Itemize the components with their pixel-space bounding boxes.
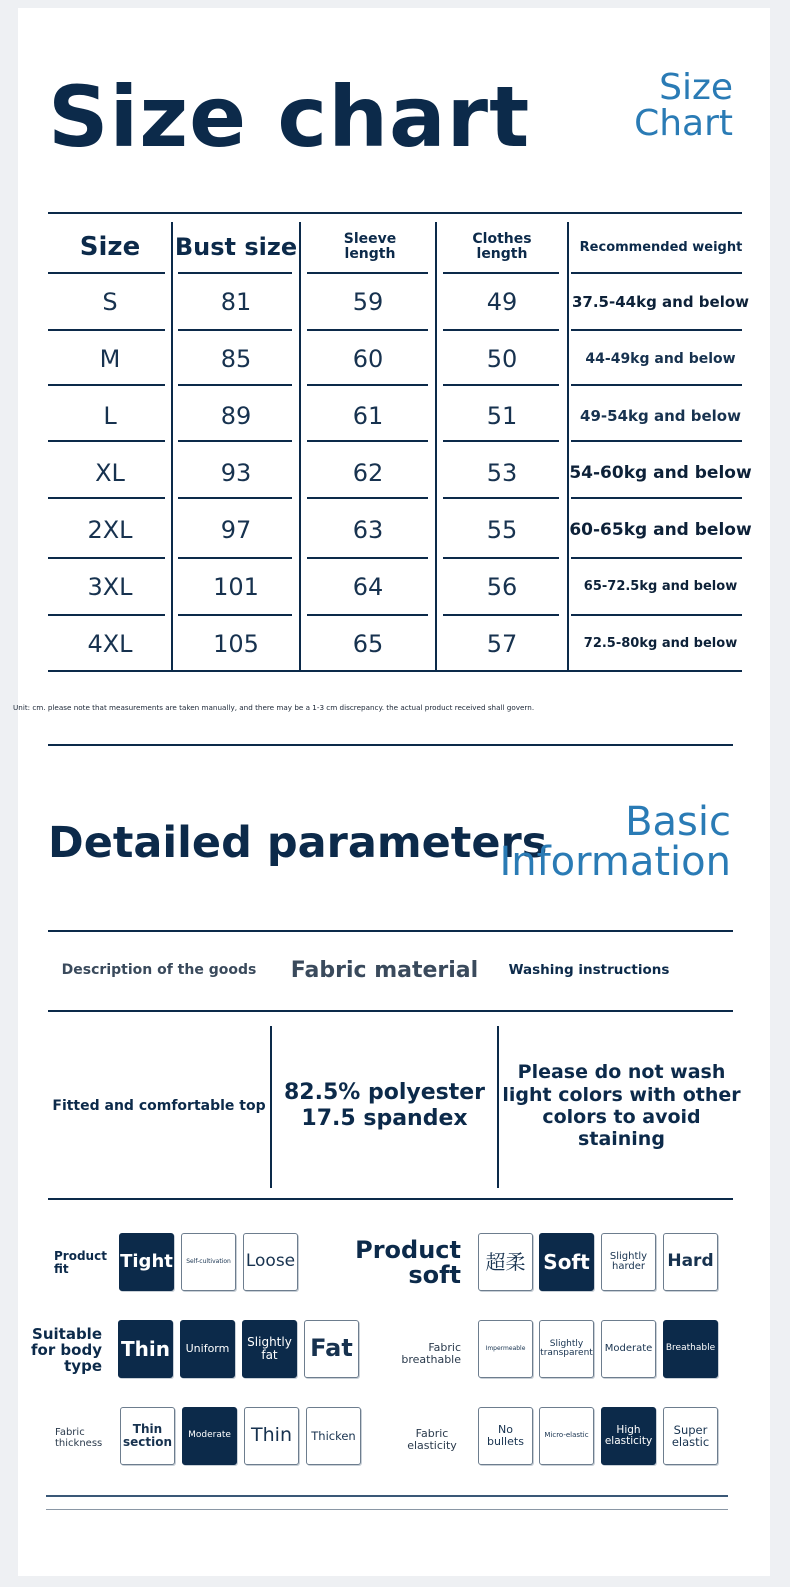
weight-cell: 37.5-44kg and below [571, 292, 750, 311]
elasticity-option-micro-elastic: Micro-elastic [539, 1407, 594, 1465]
thickness-label: Fabric thickness [55, 1427, 103, 1449]
fit-label: Product fit [54, 1249, 107, 1276]
col-header-bust: Bust size [174, 233, 298, 261]
length-cell: 56 [486, 572, 518, 601]
bottom-rule-thin [46, 1509, 728, 1510]
length-cell: 49 [486, 287, 518, 316]
material-line: 17.5 spandex [301, 1106, 468, 1131]
soft-option-super-soft: 超柔 [478, 1233, 533, 1291]
size-cell: 3XL [87, 572, 133, 601]
measurement-note: Unit: cm. please note that measurements are taken manually, and there may be a 1-3 cm discrepancy. the actual product received shall govern. [13, 703, 535, 712]
fit-option-tight: Tight [119, 1233, 174, 1291]
bust-cell: 89 [220, 401, 252, 430]
size-cell: S [102, 287, 118, 316]
size-chart-subtitle-line1: Size [659, 67, 733, 108]
params-header-washing: Washing instructions [508, 962, 670, 978]
params-header-description: Description of the goods [61, 962, 257, 978]
bust-cell: 85 [220, 344, 252, 373]
fit-option-loose: Loose [243, 1233, 298, 1291]
breathable-option-impermeable: Impermeable [478, 1320, 533, 1378]
sleeve-cell: 63 [352, 515, 384, 544]
elasticity-option-super-elastic: Super elastic [663, 1407, 718, 1465]
thickness-option-moderate: Moderate [182, 1407, 237, 1465]
body-label: Suitable for body type [30, 1325, 102, 1375]
sleeve-cell: 60 [352, 344, 384, 373]
length-cell: 55 [486, 515, 518, 544]
breathable-option-slightly-transparent: Slightly transparent [539, 1320, 594, 1378]
soft-option-hard: Hard [663, 1233, 718, 1291]
weight-cell: 49-54kg and below [580, 406, 741, 425]
breathable-option-moderate: Moderate [601, 1320, 656, 1378]
params-header-material: Fabric material [290, 957, 479, 983]
material-line: 82.5% polyester [283, 1079, 486, 1105]
table-top-rule [48, 212, 742, 214]
body-option-uniform: Uniform [180, 1320, 235, 1378]
length-cell: 50 [486, 344, 518, 373]
params-mid-rule [48, 1010, 733, 1012]
size-cell: 4XL [87, 629, 133, 658]
sleeve-cell: 59 [352, 287, 384, 316]
length-cell: 53 [486, 458, 518, 487]
length-cell: 57 [486, 629, 518, 658]
soft-label: Product soft [355, 1236, 461, 1290]
breathable-label: Fabric breathable [401, 1341, 461, 1366]
bust-cell: 81 [220, 287, 252, 316]
size-cell: XL [95, 458, 125, 487]
params-subtitle [491, 799, 731, 885]
thickness-option-thin: Thin [244, 1407, 299, 1465]
body-option-slightly-fat: Slightly fat [242, 1320, 297, 1378]
weight-cell: 72.5-80kg and below [583, 636, 738, 651]
length-cell: 51 [486, 401, 518, 430]
body-option-fat: Fat [304, 1320, 359, 1378]
thickness-option-thin-section: Thin section [120, 1407, 175, 1465]
col-header-weight: Recommended weight [579, 239, 743, 255]
section-divider [48, 744, 733, 746]
fit-option-self-cultivation: Self-cultivation [181, 1233, 236, 1291]
size-chart-subtitle [573, 67, 733, 144]
params-washing-value [499, 1026, 744, 1186]
params-description-value: Fitted and comfortable top [52, 1098, 266, 1114]
bust-cell: 101 [213, 572, 259, 601]
bottom-rule [46, 1495, 728, 1497]
bust-cell: 97 [220, 515, 252, 544]
washing-line: colors to avoid staining [542, 1106, 701, 1151]
sleeve-cell: 65 [352, 629, 384, 658]
params-top-rule [48, 930, 733, 932]
params-subtitle-line1: Basic [625, 799, 731, 845]
breathable-option-breathable: Breathable [663, 1320, 718, 1378]
size-cell: M [99, 344, 121, 373]
params-bottom-rule [48, 1198, 733, 1200]
elasticity-option-no-bullets: No bullets [478, 1407, 533, 1465]
params-material-value [272, 1026, 497, 1186]
washing-line: Please do not wash [517, 1061, 726, 1084]
thickness-option-thicken: Thicken [306, 1407, 361, 1465]
params-subtitle-line2: Information [499, 839, 731, 885]
size-cell: 2XL [87, 515, 133, 544]
col-header-size: Size [79, 232, 141, 262]
col-header-length: Clothes length [472, 231, 532, 262]
weight-cell: 54-60kg and below [569, 462, 752, 483]
size-cell: L [103, 401, 117, 430]
sleeve-cell: 61 [352, 401, 384, 430]
elasticity-label: Fabric elasticity [407, 1427, 457, 1452]
body-option-thin: Thin [118, 1320, 173, 1378]
bust-cell: 93 [220, 458, 252, 487]
elasticity-option-high-elasticity: High elasticity [601, 1407, 656, 1465]
washing-line: light colors with other [502, 1083, 741, 1106]
sleeve-cell: 62 [352, 458, 384, 487]
size-chart-subtitle-line2: Chart [634, 103, 733, 144]
col-header-sleeve: Sleeve length [343, 231, 397, 262]
weight-cell: 44-49kg and below [585, 350, 736, 367]
bust-cell: 105 [213, 629, 259, 658]
soft-option-slightly-harder: Slightly harder [601, 1233, 656, 1291]
sleeve-cell: 64 [352, 572, 384, 601]
params-title: Detailed parameters [48, 818, 548, 868]
weight-cell: 65-72.5kg and below [583, 579, 738, 594]
soft-option-soft: Soft [539, 1233, 594, 1291]
size-chart-title: Size chart [48, 68, 531, 166]
weight-cell: 60-65kg and below [569, 519, 752, 540]
